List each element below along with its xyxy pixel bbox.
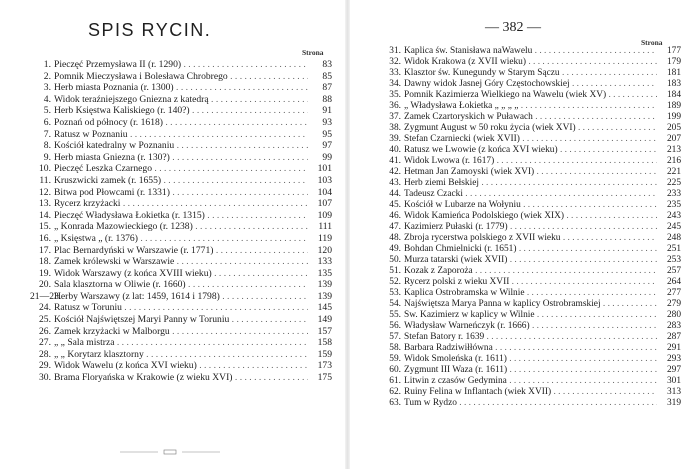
entry-number: 15. (39, 221, 51, 233)
entry-page: 111 (318, 221, 332, 233)
entry-title: Herb miasta Poznania (r. 1300) . . . (54, 82, 308, 94)
toc-entry (380, 398, 681, 409)
entry-title: Kazimierz Pułaski (r. 1779) . . . (404, 222, 657, 233)
entry-page: 88 (322, 93, 332, 105)
entry-title: Herb ziemi Bełskiej . . . (404, 178, 657, 189)
entry-page: 279 (666, 299, 681, 309)
entry-title: Tum w Rydzo . . . (404, 398, 657, 409)
toc-entry (30, 349, 332, 361)
entry-number: 6. (43, 116, 51, 128)
entry-title: Bitwa pod Płowcami (r. 1331) . . . (54, 187, 308, 199)
entry-number: 9. (43, 151, 51, 163)
entry-title: Widok teraźniejszego Gniezna z katedrą . . . (54, 94, 308, 106)
right-page (350, 0, 700, 469)
toc-entry (380, 266, 681, 277)
toc-entry (380, 299, 681, 310)
entry-number: 25. (39, 314, 51, 326)
toc-entry (380, 101, 681, 112)
toc-entry (380, 156, 681, 167)
entry-title: Hetman Jan Zamoyski (wiek XVI) . . . (404, 167, 657, 178)
toc-entry (380, 310, 681, 321)
entry-title: Klasztor św. Kunegundy w Starym Sączu . . . (404, 68, 657, 79)
toc-entry (30, 117, 332, 129)
toc-entry (30, 337, 332, 349)
entry-number: 50. (389, 255, 401, 265)
toc-entry (380, 123, 681, 134)
entry-number: 62. (389, 387, 401, 397)
entry-number: 30. (39, 372, 51, 384)
entry-number: 48. (389, 233, 401, 243)
entry-page: 235 (666, 200, 681, 210)
entry-title: Brama Floryańska w Krakowie (z wieku XVI) . . . (54, 372, 308, 384)
entry-number: 17. (39, 244, 51, 256)
entry-page: 245 (666, 222, 681, 232)
toc-entry (380, 244, 681, 255)
entry-title: Ruiny Felina w Inflantach (wiek XVII) . . . (404, 387, 657, 398)
entry-page: 177 (666, 46, 681, 56)
entry-title: Widok Warszawy (z końca XVIII wieku) . . . (54, 268, 308, 280)
entry-number: 3. (43, 82, 51, 94)
toc-entry (380, 145, 681, 156)
ornament-icon (120, 449, 220, 455)
entry-title: Zamek królewski w Warszawie . . . (54, 256, 308, 268)
entry-page: 225 (666, 178, 681, 188)
entry-number: 61. (389, 376, 401, 386)
entry-page: 119 (317, 232, 332, 244)
entry-title: Bohdan Chmielnicki (r. 1651) . . . (404, 244, 657, 255)
entry-title: Ratusz we Lwowie (z końca XVI wieku) . . . (404, 145, 657, 156)
entry-page: 145 (317, 302, 332, 314)
entry-title: Zamek krzyżacki w Malborgu . . . (54, 326, 308, 338)
entry-number: 2. (43, 70, 51, 82)
entry-page: 91 (322, 105, 332, 117)
entry-number: 27. (39, 337, 51, 349)
entry-page: 216 (666, 156, 681, 166)
entry-number: 37. (389, 112, 401, 122)
entry-number: 14. (39, 209, 51, 221)
page-number: — 382 — (485, 20, 541, 35)
toc-entry (380, 233, 681, 244)
toc-entry (30, 105, 332, 117)
entry-title: Zygmunt III Waza (r. 1611) . . . (404, 365, 657, 376)
toc-entry (30, 279, 332, 291)
entry-number: 32. (389, 57, 401, 67)
toc-entry (380, 68, 681, 79)
entry-number: 20. (39, 279, 51, 291)
toc-entry (30, 256, 332, 268)
entry-page: 313 (666, 387, 681, 397)
toc-entry (380, 354, 681, 365)
toc-entry (30, 82, 332, 94)
left-page (0, 0, 345, 469)
toc-entry (380, 288, 681, 299)
entry-number: 57. (389, 332, 401, 342)
entry-number: 53. (389, 288, 401, 298)
entry-title: Rycerz polski z wieku XVII . . . (404, 277, 657, 288)
entry-title: Św. Kazimierz w kaplicy w Wilnie . . . (404, 310, 657, 321)
printer-ornament (120, 449, 220, 455)
entry-number: 45. (389, 200, 401, 210)
toc-entry (380, 57, 681, 68)
toc-entry (380, 365, 681, 376)
entry-page: 233 (666, 189, 681, 199)
entry-number: 35. (389, 90, 401, 100)
toc-entry (380, 321, 681, 332)
entry-number: 26. (39, 325, 51, 337)
entry-title: Władysław Warneńczyk (r. 1666) . . . (404, 321, 657, 332)
entry-page: 175 (317, 372, 332, 384)
entry-title: Barbara Radziwiłłówna . . . (404, 343, 657, 354)
entry-title: „ „ Korytarz klasztorny . . . (54, 349, 308, 361)
toc-entry (380, 343, 681, 354)
entry-title: Zbroja rycerstwa polskiego z XVII wieku . . . (404, 233, 657, 244)
entry-page: 183 (666, 79, 681, 89)
entry-page: 264 (666, 277, 681, 287)
toc-entry (380, 189, 681, 200)
entry-title: Kaplica Ostrobramska w Wilnie . . . (404, 288, 657, 299)
entry-page: 199 (666, 112, 681, 122)
entry-title: Ratusz w Poznaniu . . . (54, 129, 308, 141)
entry-number: 34. (389, 79, 401, 89)
toc-entry (30, 59, 332, 71)
toc-entry (380, 90, 681, 101)
entry-number: 49. (389, 244, 401, 254)
entry-page: 181 (666, 68, 681, 78)
entry-page: 173 (317, 360, 332, 372)
entry-page: 291 (666, 343, 681, 353)
entry-number: 60. (389, 365, 401, 375)
entry-page: 293 (666, 354, 681, 364)
entry-title: Tadeusz Czacki . . . (404, 189, 657, 200)
entry-number: 43. (389, 178, 401, 188)
toc-entry (380, 332, 681, 343)
toc-entry (380, 134, 681, 145)
toc-entry (30, 221, 332, 233)
toc-entry (30, 163, 332, 175)
toc-entry (30, 360, 332, 372)
entry-number: 36. (389, 101, 401, 111)
entry-page: 319 (666, 398, 681, 408)
entry-page: 184 (666, 90, 681, 100)
toc-entry (380, 112, 681, 123)
entry-number: 19. (39, 267, 51, 279)
toc-entry (380, 79, 681, 90)
entry-page: 243 (666, 211, 681, 221)
entry-page: 95 (322, 128, 332, 140)
toc-entry (30, 302, 332, 314)
entry-title: Herb Księstwa Kaliskiego (r. 140?) . . . (54, 105, 308, 117)
entry-title: Murza tatarski (wiek XVII) . . . (404, 255, 657, 266)
entry-number: 52. (389, 277, 401, 287)
entry-page: 158 (317, 337, 332, 349)
toc-entry (380, 376, 681, 387)
entry-title: Herby Warszawy (z lat: 1459, 1614 i 1798) . . . (54, 291, 308, 303)
entry-number: 12. (39, 186, 51, 198)
page-title: SPIS RYCIN. (88, 20, 212, 40)
entry-title: Widok Krakowa (z XVII wieku) . . . (404, 57, 657, 68)
entry-title: Herb miasta Gniezna (r. 130?) . . . (54, 152, 308, 164)
entry-title: Zamek Czartoryskich w Puławach . . . (404, 112, 657, 123)
toc-entry (380, 46, 681, 57)
toc-entry (30, 198, 332, 210)
entry-page: 205 (666, 123, 681, 133)
entry-page: 103 (317, 174, 332, 186)
entry-title: Widok Lwowa (r. 1617) . . . (404, 156, 657, 167)
toc-entry (30, 233, 332, 245)
entry-number: 58. (389, 343, 401, 353)
entry-page: 157 (317, 325, 332, 337)
entry-page: 301 (666, 376, 681, 386)
entry-page: 179 (666, 57, 681, 67)
toc-entry (30, 152, 332, 164)
entry-number: 42. (389, 167, 401, 177)
page-column-header: Strona (302, 48, 324, 57)
entry-page: 109 (317, 209, 332, 221)
entry-page: 97 (322, 140, 332, 152)
entry-page: 213 (666, 145, 681, 155)
entry-page: 189 (666, 101, 681, 111)
toc-entry (380, 222, 681, 233)
entry-title: Kościół w Lubarze na Wołyniu . . . (404, 200, 657, 211)
entry-number: 11. (39, 174, 51, 186)
toc-entry (380, 277, 681, 288)
entry-number: 55. (389, 310, 401, 320)
entry-number: 33. (389, 68, 401, 78)
entry-number: 1. (43, 59, 51, 70)
toc-entry (30, 291, 332, 303)
entry-title: Kaplica św. Stanisława naWawelu . . . (404, 46, 657, 57)
entry-page: 159 (317, 348, 332, 360)
entry-title: Kozak z Zaporoża . . . (404, 266, 657, 277)
entry-title: „ Władysława Łokietka „ „ „ „ . . . (404, 101, 657, 112)
toc-entry (380, 211, 681, 222)
entry-number: 59. (389, 354, 401, 364)
entry-page: 287 (666, 332, 681, 342)
entry-title: Zygmunt August w 50 roku życia (wiek XVI) . . . (404, 123, 657, 134)
entry-number: 5. (43, 105, 51, 117)
entry-page: 135 (317, 267, 332, 279)
entry-page: 297 (666, 365, 681, 375)
entry-number: 18. (39, 256, 51, 268)
toc-entry (30, 94, 332, 106)
toc-entry (30, 245, 332, 257)
entry-page: 251 (666, 244, 681, 254)
entry-number: 47. (389, 222, 401, 232)
entry-number: 13. (39, 198, 51, 210)
toc-entry (30, 372, 332, 384)
entry-page: 101 (317, 163, 332, 175)
entry-title: Poznań od północy (r. 1618) . . . (54, 117, 308, 129)
entry-page: 107 (317, 198, 332, 210)
toc-entry (30, 314, 332, 326)
entry-number: 63. (389, 398, 401, 408)
entry-number: 10. (39, 163, 51, 175)
entry-number: 21—23. (30, 290, 62, 302)
entry-number: 46. (389, 211, 401, 221)
entry-number: 38. (389, 123, 401, 133)
entry-number: 51. (389, 266, 401, 276)
entry-title: Pieczęć Przemysława II (r. 1290) . . . (54, 59, 308, 71)
entry-title: Kościół katedralny w Poznaniu . . . (54, 140, 308, 152)
entry-title: Widok Smoleńska (r. 1611) . . . (404, 354, 657, 365)
entry-page: 133 (317, 256, 332, 268)
entry-title: Rycerz krzyżacki . . . (54, 198, 308, 210)
entry-page: 139 (317, 290, 332, 302)
toc-entry (30, 326, 332, 338)
entry-title: Pieczęć Władysława Łokietka (r. 1315) . . . (54, 210, 308, 222)
entry-title: Pomnik Kazimierza Wielkiego na Wawelu (wiek XV) . . . (404, 90, 657, 101)
entry-page: 139 (317, 279, 332, 291)
toc-entry (30, 175, 332, 187)
toc-entry (30, 71, 332, 83)
entry-page: 149 (317, 314, 332, 326)
entry-number: 56. (389, 321, 401, 331)
entry-number: 28. (39, 348, 51, 360)
toc-entry (380, 200, 681, 211)
entry-title: Pomnik Mieczysława i Bolesława Chrobrego . . . (54, 71, 308, 83)
entry-page: 283 (666, 321, 681, 331)
entry-title: Plac Bernardyński w Warszawie (r. 1771) . . . (54, 245, 308, 257)
entry-title: Kościół Najświętszej Maryi Panny w Toruniu . . . (54, 314, 308, 326)
page-column-header: Strona (641, 38, 663, 47)
entry-page: 120 (317, 244, 332, 256)
entry-title: Stefan Batory r. 1639 . . . (404, 332, 657, 343)
entry-title: Najświętsza Marya Panna w kaplicy Ostrobramskiej . . . (404, 299, 657, 310)
toc-entry (380, 167, 681, 178)
entry-page: 83 (322, 59, 332, 70)
entry-page: 248 (666, 233, 681, 243)
entry-title: Stefan Czarniecki (wiek XVII) . . . (404, 134, 657, 145)
entry-page: 207 (666, 134, 681, 144)
entry-title: Dawny widok Jasnej Góry Częstochowskiej . . . (404, 79, 657, 90)
entry-page: 257 (666, 266, 681, 276)
entry-number: 24. (39, 302, 51, 314)
entry-number: 40. (389, 145, 401, 155)
entry-number: 7. (43, 128, 51, 140)
toc-entry (30, 140, 332, 152)
entry-number: 39. (389, 134, 401, 144)
entry-number: 41. (389, 156, 401, 166)
toc-entry (380, 387, 681, 398)
entry-page: 87 (322, 82, 332, 94)
toc-entry (380, 255, 681, 266)
entry-number: 44. (389, 189, 401, 199)
toc-entry (30, 129, 332, 141)
entry-page: 277 (666, 288, 681, 298)
entry-page: 104 (317, 186, 332, 198)
illustration-list-right (380, 46, 681, 409)
entry-number: 31. (389, 46, 401, 56)
entry-number: 16. (39, 232, 51, 244)
entry-title: Widok Wawelu (z końca XVI wieku) . . . (54, 360, 308, 372)
illustration-list-left (30, 59, 332, 384)
entry-number: 4. (43, 93, 51, 105)
entry-number: 54. (389, 299, 401, 309)
entry-page: 280 (666, 310, 681, 320)
toc-entry (30, 210, 332, 222)
entry-title: Kruszwicki zamek (r. 1655) . . . (54, 175, 308, 187)
entry-title: Sala klasztorna w Oliwie (r. 1660) . . . (54, 279, 308, 291)
entry-title: Litwin z czasów Gedymina . . . (404, 376, 657, 387)
entry-title: Ratusz w Toruniu . . . (54, 302, 308, 314)
toc-entry (30, 187, 332, 199)
entry-page: 93 (322, 116, 332, 128)
toc-entry (380, 178, 681, 189)
entry-page: 253 (666, 255, 681, 265)
entry-title: „ Konrada Mazowieckiego (r. 1238) . . . (54, 221, 308, 233)
entry-page: 85 (322, 70, 332, 82)
entry-page: 221 (666, 167, 681, 177)
entry-title: „ „ Sala mistrza . . . (54, 337, 308, 349)
entry-title: Widok Kamieńca Podolskiego (wiek XIX) . . . (404, 211, 657, 222)
entry-number: 8. (43, 140, 51, 152)
entry-page: 99 (322, 151, 332, 163)
entry-title: „ Księstwa „ (r. 1376) . . . (54, 233, 308, 245)
entry-title: Pieczęć Leszka Czarnego . . . (54, 163, 308, 175)
toc-entry (30, 268, 332, 280)
entry-number: 29. (39, 360, 51, 372)
